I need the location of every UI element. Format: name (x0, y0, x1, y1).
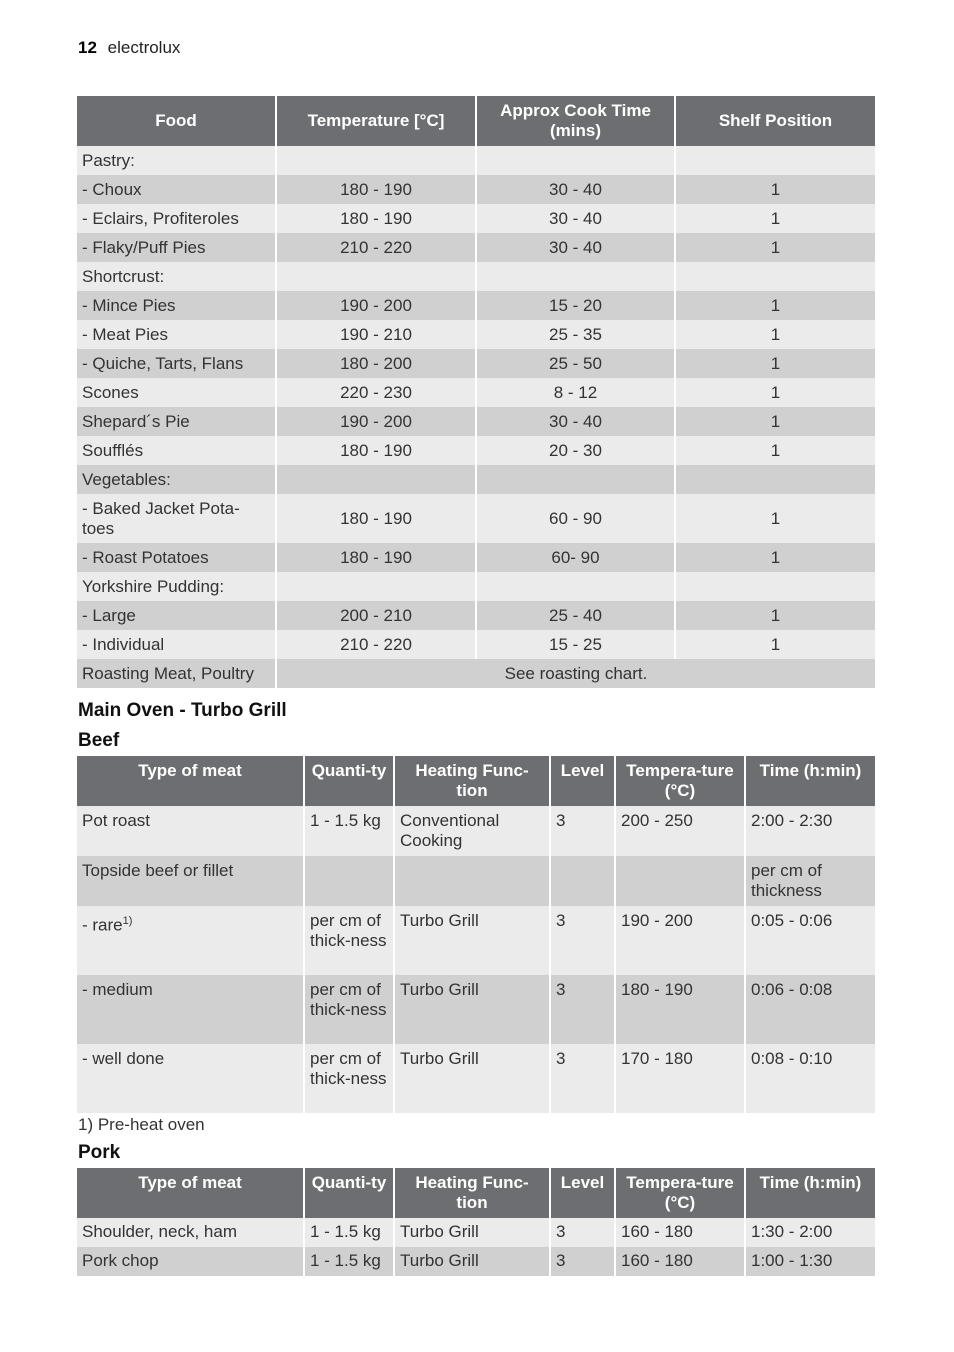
table-row (77, 975, 875, 1044)
header-cook-time: Approx Cook Time (mins) (477, 96, 676, 146)
header-type-of-meat: Type of meat (77, 1168, 305, 1218)
section-title: Main Oven - Turbo Grill (78, 700, 287, 721)
cook-time-cell (477, 572, 676, 601)
shelf-cell: 1 (676, 349, 875, 378)
page-number: 12 (78, 38, 97, 57)
header-temperature: Temperature [°C] (277, 96, 477, 146)
heating-function-cell: Conventional Cooking (395, 806, 551, 856)
level-cell: 3 (551, 1218, 616, 1247)
table-row (77, 543, 875, 572)
temperature-cell (277, 262, 477, 291)
shelf-cell: 1 (676, 436, 875, 465)
header-temperature: Tempera-ture (°C) (616, 1168, 746, 1218)
header-food: Food (77, 96, 277, 146)
shelf-cell: 1 (676, 175, 875, 204)
level-cell: 3 (551, 1247, 616, 1276)
table-row (77, 630, 875, 659)
cook-time-cell: 20 - 30 (477, 436, 676, 465)
temperature-cell: 180 - 190 (277, 494, 477, 543)
header-shelf-position: Shelf Position (676, 96, 875, 146)
shelf-cell: 1 (676, 233, 875, 262)
level-cell (551, 856, 616, 906)
header-time: Time (h:min) (746, 756, 875, 806)
table-row (77, 378, 875, 407)
temperature-cell: 190 - 200 (616, 906, 746, 975)
table-row (77, 262, 875, 291)
table-row (77, 1218, 875, 1247)
brand-name: electrolux (107, 38, 181, 57)
temperature-cell: 190 - 200 (277, 291, 477, 320)
header-type-of-meat: Type of meat (77, 756, 305, 806)
temperature-cell: 200 - 250 (616, 806, 746, 856)
footnote: 1) Pre-heat oven (78, 1115, 205, 1134)
table-row (77, 233, 875, 262)
table-row (77, 906, 875, 975)
cook-time-cell: 25 - 35 (477, 320, 676, 349)
food-cell: - Baked Jacket Pota-toes (77, 494, 277, 543)
level-cell: 3 (551, 975, 616, 1044)
food-cell: - Choux (77, 175, 277, 204)
quantity-cell: 1 - 1.5 kg (305, 806, 395, 856)
temperature-cell: 220 - 230 (277, 378, 477, 407)
food-cell: Soufflés (77, 436, 277, 465)
temperature-cell: 160 - 180 (616, 1218, 746, 1247)
temperature-cell: 200 - 210 (277, 601, 477, 630)
temperature-cell: 190 - 210 (277, 320, 477, 349)
table-header-row (77, 1168, 875, 1218)
food-cell: Vegetables: (77, 465, 277, 494)
cook-time-cell: 60 - 90 (477, 494, 676, 543)
header-quantity: Quanti-ty (305, 1168, 395, 1218)
type-of-meat-cell (77, 906, 305, 975)
temperature-cell (277, 465, 477, 494)
baking-table (77, 96, 875, 688)
header-level: Level (551, 756, 616, 806)
time-cell: 0:08 - 0:10 (746, 1044, 875, 1113)
roasting-chart-note: See roasting chart. (277, 659, 875, 688)
food-cell: - Quiche, Tarts, Flans (77, 349, 277, 378)
food-cell: - Flaky/Puff Pies (77, 233, 277, 262)
food-cell: - Large (77, 601, 277, 630)
temperature-cell (277, 572, 477, 601)
type-of-meat-cell: - medium (77, 975, 305, 1044)
time-cell: per cm of thickness (746, 856, 875, 906)
shelf-cell: 1 (676, 291, 875, 320)
quantity-cell: per cm of thick-ness (305, 975, 395, 1044)
level-cell: 3 (551, 806, 616, 856)
time-cell: 1:30 - 2:00 (746, 1218, 875, 1247)
table-row (77, 175, 875, 204)
heating-function-cell: Turbo Grill (395, 975, 551, 1044)
quantity-cell: per cm of thick-ness (305, 906, 395, 975)
temperature-cell: 170 - 180 (616, 1044, 746, 1113)
header-level: Level (551, 1168, 616, 1218)
time-cell: 0:05 - 0:06 (746, 906, 875, 975)
level-cell: 3 (551, 1044, 616, 1113)
food-cell: Shortcrust: (77, 262, 277, 291)
temperature-cell: 160 - 180 (616, 1247, 746, 1276)
table-row (77, 1247, 875, 1276)
header-time: Time (h:min) (746, 1168, 875, 1218)
table-header-row (77, 96, 875, 146)
type-of-meat-cell: Shoulder, neck, ham (77, 1218, 305, 1247)
temperature-cell: 210 - 220 (277, 233, 477, 262)
heating-function-cell (395, 856, 551, 906)
heating-function-cell: Turbo Grill (395, 1218, 551, 1247)
shelf-cell (676, 465, 875, 494)
table-row (77, 856, 875, 906)
heating-function-cell: Turbo Grill (395, 1044, 551, 1113)
table-row (77, 659, 875, 688)
cook-time-cell (477, 465, 676, 494)
pork-title: Pork (78, 1142, 121, 1163)
header-heating-function: Heating Func-tion (395, 1168, 551, 1218)
beef-title: Beef (78, 730, 120, 751)
shelf-cell: 1 (676, 204, 875, 233)
cook-time-cell: 8 - 12 (477, 378, 676, 407)
shelf-cell: 1 (676, 630, 875, 659)
table-header-row (77, 756, 875, 806)
food-cell: Roasting Meat, Poultry (77, 659, 277, 688)
table-row (77, 291, 875, 320)
food-cell: - Mince Pies (77, 291, 277, 320)
time-cell: 1:00 - 1:30 (746, 1247, 875, 1276)
shelf-cell: 1 (676, 378, 875, 407)
pork-table (77, 1168, 875, 1276)
type-of-meat-cell: Pork chop (77, 1247, 305, 1276)
table-row (77, 320, 875, 349)
header-temperature: Tempera-ture (°C) (616, 756, 746, 806)
table-row (77, 494, 875, 543)
food-cell: Shepard´s Pie (77, 407, 277, 436)
cook-time-cell: 30 - 40 (477, 233, 676, 262)
temperature-cell: 180 - 190 (277, 543, 477, 572)
type-of-meat-cell: - well done (77, 1044, 305, 1113)
table-row (77, 204, 875, 233)
temperature-cell: 180 - 190 (277, 204, 477, 233)
temperature-cell (616, 856, 746, 906)
temperature-cell: 210 - 220 (277, 630, 477, 659)
food-cell: Scones (77, 378, 277, 407)
footnote-marker: 1) (122, 915, 133, 927)
cook-time-cell: 25 - 40 (477, 601, 676, 630)
heating-function-cell: Turbo Grill (395, 1247, 551, 1276)
table-row (77, 1044, 875, 1113)
cook-time-cell (477, 262, 676, 291)
level-cell: 3 (551, 906, 616, 975)
shelf-cell (676, 572, 875, 601)
shelf-cell (676, 262, 875, 291)
table-row (77, 572, 875, 601)
header-heating-function: Heating Func-tion (395, 756, 551, 806)
cook-time-cell: 15 - 25 (477, 630, 676, 659)
cook-time-cell: 30 - 40 (477, 175, 676, 204)
temperature-cell: 180 - 200 (277, 349, 477, 378)
food-cell: - Meat Pies (77, 320, 277, 349)
type-of-meat-cell: Topside beef or fillet (77, 856, 305, 906)
food-cell: - Individual (77, 630, 277, 659)
temperature-cell: 180 - 190 (616, 975, 746, 1044)
cook-time-cell: 60- 90 (477, 543, 676, 572)
table-row (77, 465, 875, 494)
table-row (77, 806, 875, 856)
table-row (77, 436, 875, 465)
food-cell: Pastry: (77, 146, 277, 175)
temperature-cell: 180 - 190 (277, 175, 477, 204)
quantity-cell: 1 - 1.5 kg (305, 1218, 395, 1247)
shelf-cell: 1 (676, 320, 875, 349)
time-cell: 2:00 - 2:30 (746, 806, 875, 856)
type-of-meat-cell: Pot roast (77, 806, 305, 856)
food-cell: - Eclairs, Profiteroles (77, 204, 277, 233)
quantity-cell: 1 - 1.5 kg (305, 1247, 395, 1276)
temperature-cell (277, 146, 477, 175)
food-cell: - Roast Potatoes (77, 543, 277, 572)
cook-time-cell (477, 146, 676, 175)
page-header (78, 37, 180, 59)
table-row (77, 407, 875, 436)
heating-function-cell: Turbo Grill (395, 906, 551, 975)
shelf-cell: 1 (676, 543, 875, 572)
cook-time-cell: 30 - 40 (477, 407, 676, 436)
temperature-cell: 190 - 200 (277, 407, 477, 436)
meat-label: - rare (82, 915, 123, 935)
food-cell: Yorkshire Pudding: (77, 572, 277, 601)
shelf-cell: 1 (676, 407, 875, 436)
table-row (77, 601, 875, 630)
cook-time-cell: 25 - 50 (477, 349, 676, 378)
header-quantity: Quanti-ty (305, 756, 395, 806)
cook-time-cell: 30 - 40 (477, 204, 676, 233)
time-cell: 0:06 - 0:08 (746, 975, 875, 1044)
temperature-cell: 180 - 190 (277, 436, 477, 465)
shelf-cell: 1 (676, 601, 875, 630)
shelf-cell (676, 146, 875, 175)
table-row (77, 349, 875, 378)
table-row (77, 146, 875, 175)
beef-table (77, 756, 875, 1113)
cook-time-cell: 15 - 20 (477, 291, 676, 320)
quantity-cell: per cm of thick-ness (305, 1044, 395, 1113)
shelf-cell: 1 (676, 494, 875, 543)
quantity-cell (305, 856, 395, 906)
